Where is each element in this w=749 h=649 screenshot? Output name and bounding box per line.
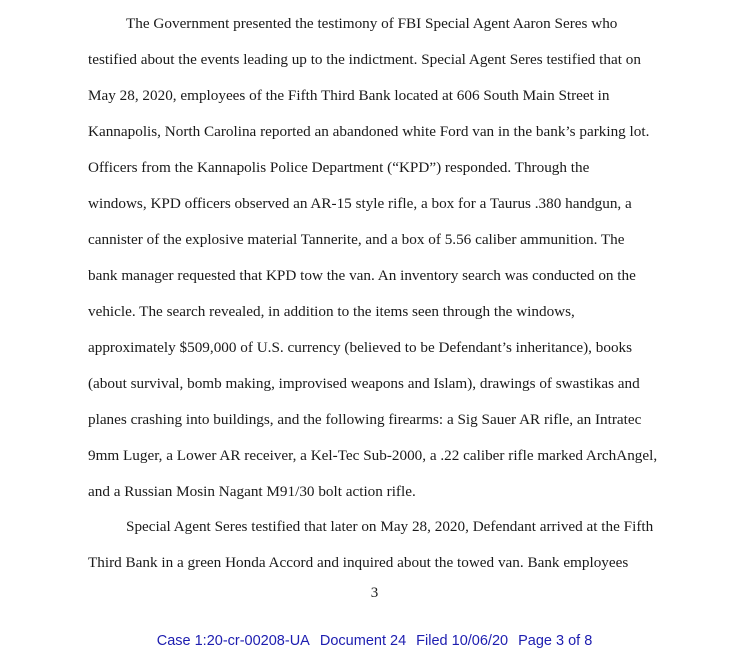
text-line: cannister of the explosive material Tannerite, and a box of 5.56 caliber ammunition. The [88,231,625,248]
text-line: (about survival, bomb making, improvised weapons and Islam), drawings of swastikas and [88,375,640,392]
case-footer [0,633,749,649]
text-line: approximately $509,000 of U.S. currency (believed to be Defendant’s inheritance), books [88,339,633,356]
text-line: May 28, 2020, employees of the Fifth Third Bank located at 606 South Main Street in [88,87,610,104]
page-number: 3 [370,585,379,601]
text-line: testified about the events leading up to the indictment. Special Agent Seres testified that on [88,51,641,68]
text-line: bank manager requested that KPD tow the van. An inventory search was conducted on the [88,267,636,284]
text-line: The Government presented the testimony of FBI Special Agent Aaron Seres who [126,15,618,32]
text-line: 9mm Luger, a Lower AR receiver, a Kel-Tec Sub-2000, a .22 caliber rifle marked ArchAngel, [88,447,658,464]
text-line: planes crashing into buildings, and the following firearms: a Sig Sauer AR rifle, an Intratec [88,411,642,428]
text-line: windows, KPD officers observed an AR-15 style rifle, a box for a Taurus .380 handgun, a [88,195,632,212]
case-number: Case 1:20-cr-00208-UA [156,633,310,649]
text-line: Special Agent Seres testified that later on May 28, 2020, Defendant arrived at the Fifth [126,518,654,535]
document-number: Document 24 [319,633,407,649]
page-indicator: Page 3 of 8 [518,633,593,649]
text-line: Kannapolis, North Carolina reported an abandoned white Ford van in the bank’s parking lot. [88,123,650,140]
text-line: vehicle. The search revealed, in addition to the items seen through the windows, [88,303,575,320]
text-line: Third Bank in a green Honda Accord and inquired about the towed van. Bank employees [88,554,629,571]
filed-date: Filed 10/06/20 [416,633,509,649]
text-line: Officers from the Kannapolis Police Department (“KPD”) responded. Through the [88,159,590,176]
text-line: and a Russian Mosin Nagant M91/30 bolt action rifle. [88,483,416,500]
